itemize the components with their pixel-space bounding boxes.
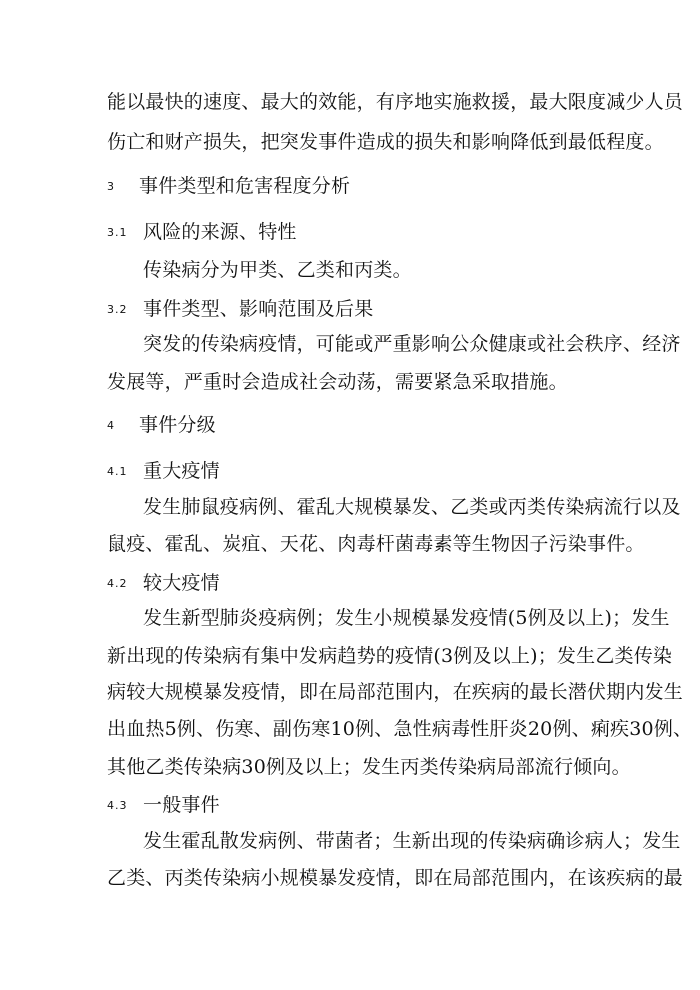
intro-line-1: 能以最快的速度、最大的效能，有序地实施救援，最大限度减少人员 [107,91,684,113]
subsection-title: 一般事件 [143,794,220,816]
paragraph-line: 鼠疫、霍乱、炭疽、天花、肉毒杆菌毒素等生物因子污染事件。 [107,533,645,555]
subsection-title: 重大疫情 [143,460,220,482]
subsection-heading-3-1 [107,218,297,247]
intro-line-2: 伤亡和财产损失，把突发事件造成的损失和影响降低到最低程度。 [107,131,664,153]
paragraph-line: 发生肺鼠疫病例、霍乱大规模暴发、乙类或丙类传染病流行以及 [143,496,681,518]
paragraph-line: 病较大规模暴发疫情，即在局部范围内，在疾病的最长潜伏期内发生 [107,681,684,703]
section-title: 事件分级 [139,414,216,436]
paragraph-line: 发展等，严重时会造成社会动荡，需要紧急采取措施。 [107,371,568,393]
section-number: 3 [107,180,115,193]
subsection-number: 4.3 [107,799,128,812]
subsection-number: 4.2 [107,577,128,590]
subsection-number: 3.2 [107,303,128,316]
subsection-number: 4.1 [107,465,128,478]
section-heading-4 [107,411,216,440]
paragraph-line: 传染病分为甲类、乙类和丙类。 [143,259,412,281]
section-number: 4 [107,419,115,432]
subsection-title: 较大疫情 [143,572,220,594]
section-heading-3 [107,172,350,201]
subsection-heading-4-3 [107,791,220,820]
subsection-number: 3.1 [107,226,128,239]
subsection-heading-3-2 [107,295,373,324]
subsection-heading-4-2 [107,569,220,598]
paragraph-line: 出血热5例、伤寒、副伤寒10例、急性病毒性肝炎20例、痢疾30例、 [107,718,693,740]
paragraph-line: 其他乙类传染病30例及以上；发生丙类传染病局部流行倾向。 [107,756,631,778]
paragraph-line: 发生新型肺炎疫病例；发生小规模暴发疫情(5例及以上)；发生 [143,607,670,629]
section-title: 事件类型和危害程度分析 [139,175,351,197]
subsection-heading-4-1 [107,457,220,486]
paragraph-line: 新出现的传染病有集中发病趋势的疫情(3例及以上)；发生乙类传染 [107,645,673,667]
paragraph-line: 乙类、丙类传染病小规模暴发疫情，即在局部范围内，在该疾病的最 [107,867,684,889]
subsection-title: 事件类型、影响范围及后果 [143,298,374,320]
paragraph-line: 突发的传染病疫情，可能或严重影响公众健康或社会秩序、经济 [143,333,681,355]
paragraph-line: 发生霍乱散发病例、带菌者；生新出现的传染病确诊病人；发生 [143,830,681,852]
subsection-title: 风险的来源、特性 [143,221,297,243]
